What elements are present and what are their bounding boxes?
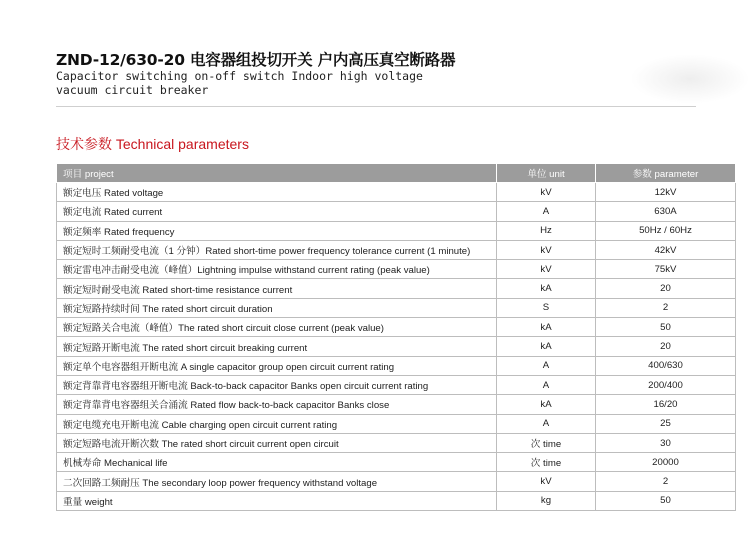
cell-parameter: 75kV [596,260,736,279]
table-row [57,433,736,452]
cell-unit: S [497,298,596,317]
table-body [57,183,736,511]
table-header-row [57,164,736,183]
table-row [57,356,736,375]
table-row [57,298,736,317]
page-title: ZND-12/630-20 电容器组投切开关 户内高压真空断路器 [56,51,456,69]
cell-unit: kg [497,491,596,510]
table-row [57,202,736,221]
cell-unit: kA [497,337,596,356]
cell-unit: A [497,356,596,375]
cell-parameter: 12kV [596,183,736,202]
cell-project: 额定背靠背电容器组关合涌流 Rated flow back-to-back capacitor Banks close [57,395,497,414]
cell-unit: kA [497,395,596,414]
technical-parameters-table [56,163,736,511]
cell-parameter: 20 [596,337,736,356]
header-unit: 单位 unit [497,164,596,183]
cell-parameter: 50 [596,318,736,337]
cell-unit: kV [497,183,596,202]
cell-unit: A [497,375,596,394]
section-title: 技术参数 Technical parameters [56,136,249,152]
table-row [57,453,736,472]
subtitle-line-1: Capacitor switching on-off switch Indoor high voltage [56,69,423,83]
cell-parameter: 630A [596,202,736,221]
cell-parameter: 25 [596,414,736,433]
cell-parameter: 30 [596,433,736,452]
cell-parameter: 2 [596,298,736,317]
table-row [57,260,736,279]
cell-parameter: 20000 [596,453,736,472]
cell-project: 额定短时工频耐受电流（1 分钟）Rated short-time power frequency tolerance current (1 minute) [57,240,497,259]
cell-project: 额定背靠背电容器组开断电流 Back-to-back capacitor Banks open circuit current rating [57,375,497,394]
table-row [57,183,736,202]
cell-unit: kV [497,260,596,279]
cell-unit: 次 time [497,453,596,472]
header-parameter: 参数 parameter [596,164,736,183]
cell-project: 额定单个电容器组开断电流 A single capacitor group open circuit current rating [57,356,497,375]
cell-parameter: 50 [596,491,736,510]
cell-unit: Hz [497,221,596,240]
cell-parameter: 200/400 [596,375,736,394]
cell-parameter: 50Hz / 60Hz [596,221,736,240]
header-divider [56,106,696,107]
cell-parameter: 42kV [596,240,736,259]
cell-project: 重量 weight [57,491,497,510]
cell-parameter: 400/630 [596,356,736,375]
table-row [57,279,736,298]
table-row [57,318,736,337]
cell-unit: A [497,414,596,433]
cell-project: 额定短路关合电流（峰值）The rated short circuit close current (peak value) [57,318,497,337]
page-subtitle [56,69,423,97]
cell-project: 额定频率 Rated frequency [57,221,497,240]
cell-project: 额定雷电冲击耐受电流（峰值）Lightning impulse withstand current rating (peak value) [57,260,497,279]
cell-project: 二次回路工频耐压 The secondary loop power frequency withstand voltage [57,472,497,491]
cell-unit: A [497,202,596,221]
cell-parameter: 16/20 [596,395,736,414]
table-row [57,395,736,414]
cell-project: 额定短路开断电流 The rated short circuit breaking current [57,337,497,356]
table-row [57,375,736,394]
cell-parameter: 20 [596,279,736,298]
cell-project: 额定短路持续时间 The rated short circuit duration [57,298,497,317]
cell-project: 额定电流 Rated current [57,202,497,221]
cell-unit: kA [497,318,596,337]
header-project: 项目 project [57,164,497,183]
table-row [57,240,736,259]
cell-unit: 次 time [497,433,596,452]
cell-parameter: 2 [596,472,736,491]
table-row [57,414,736,433]
table-row [57,337,736,356]
cell-unit: kV [497,472,596,491]
cell-project: 额定短路电流开断次数 The rated short circuit current open circuit [57,433,497,452]
background-shade [630,54,750,104]
cell-project: 额定电压 Rated voltage [57,183,497,202]
table-row [57,221,736,240]
subtitle-line-2: vacuum circuit breaker [56,83,209,97]
cell-project: 额定短时耐受电流 Rated short-time resistance current [57,279,497,298]
table-row [57,491,736,510]
cell-unit: kA [497,279,596,298]
cell-project: 额定电缆充电开断电流 Cable charging open circuit current rating [57,414,497,433]
cell-unit: kV [497,240,596,259]
table-row [57,472,736,491]
cell-project: 机械寿命 Mechanical life [57,453,497,472]
